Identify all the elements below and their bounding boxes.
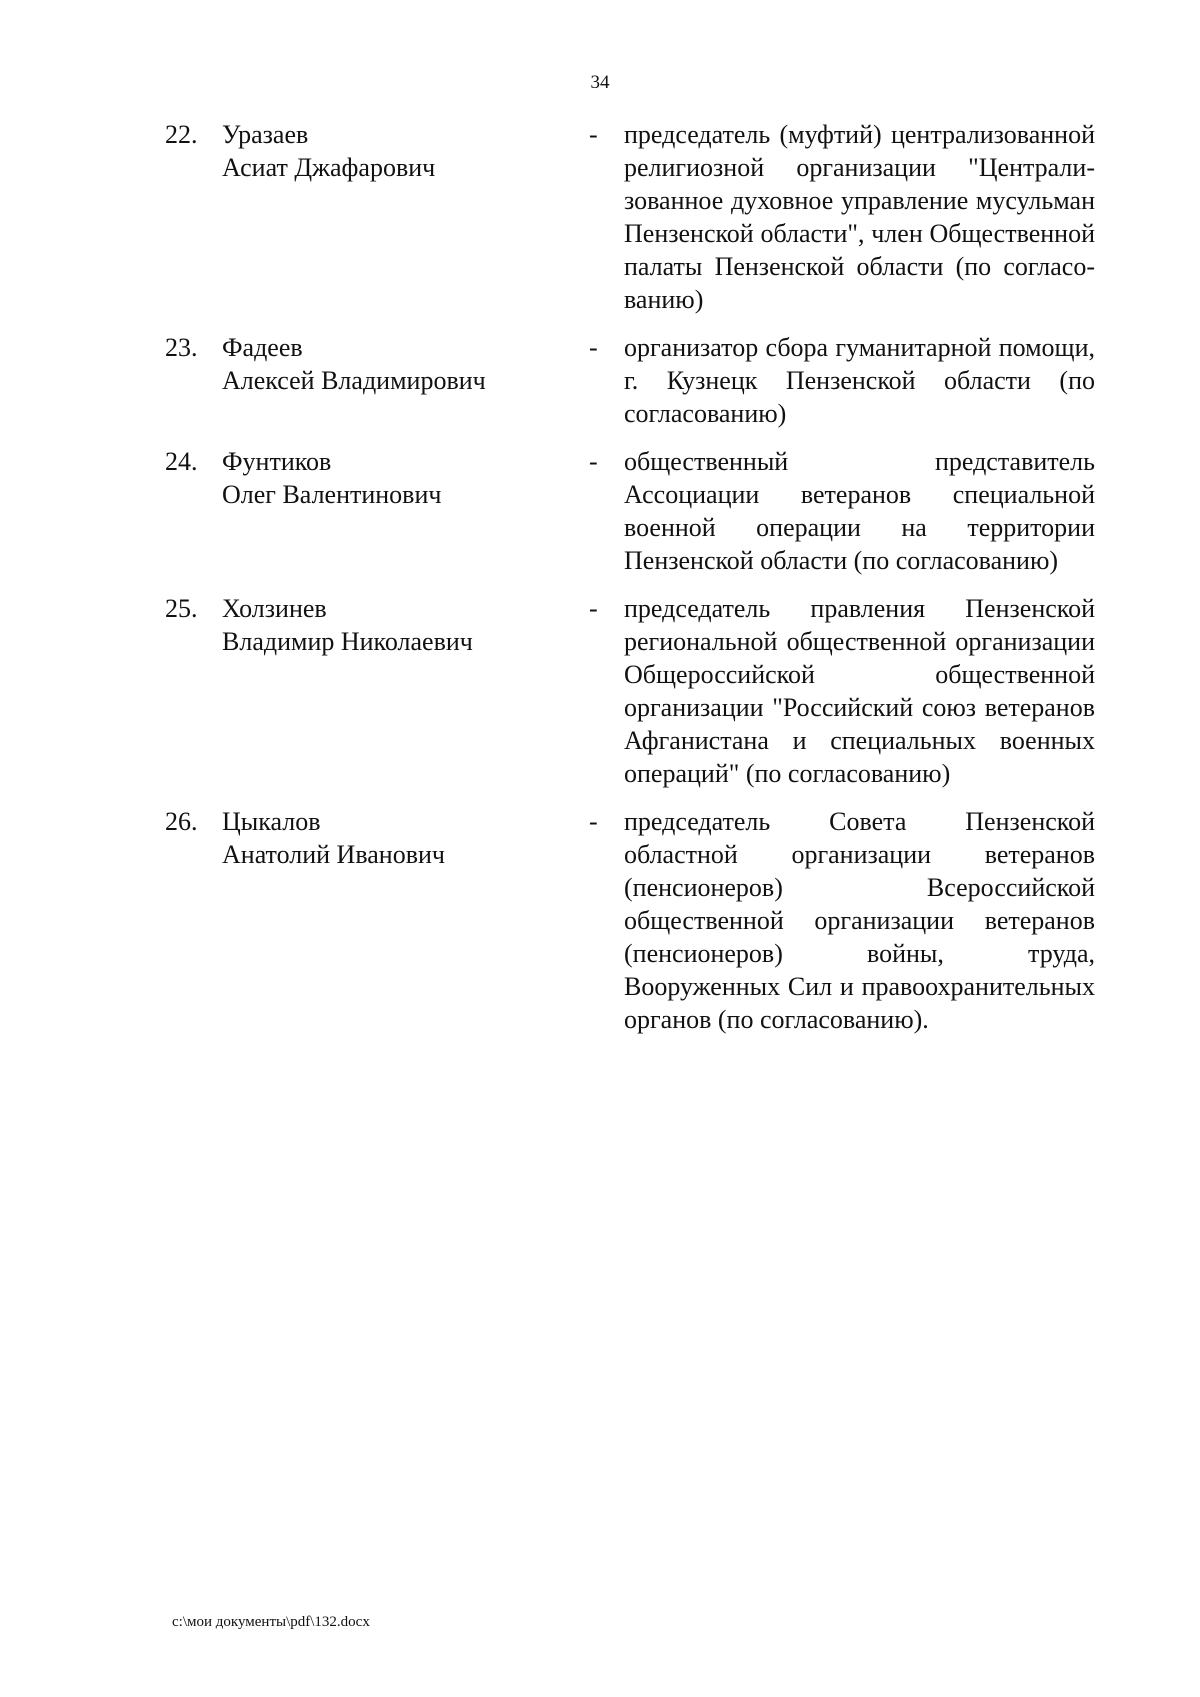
person-given-names: Асиат Джафарович [222,153,436,182]
entry-number: 23. [165,333,198,362]
person-position: организатор сбора гуманитарной помощи, г. Кузнецк Пензенской области (по согласованию) [624,333,1095,428]
person-position: председатель правления Пензенской региональной общественной организации Общероссийской общественной организации "Российский союз ветеранов Афганистана и специальных военных операций" (по согласованию) [624,594,1095,788]
person-given-names: Олег Валентинович [222,480,442,509]
person-position: общественный представитель Ассоциации ветеранов специальной военной операции на территории Пензенской области (по согласованию) [624,447,1095,575]
person-name [222,445,587,577]
person-position: председатель Совета Пензенской областной организации ветеранов (пенсионеров) Всероссийской общественной организации ветеранов (пенсионеров) войны, труда, Вооруженных Сил и правоохранительных органов (по согласованию). [624,807,1095,1034]
person-name [222,592,587,790]
person-surname: Уразаев [222,120,309,149]
list-item [165,118,1155,316]
entry-dash: - [589,120,598,149]
document-file-path: c:\мои документы\pdf\132.docx [172,1614,370,1630]
entry-number: 26. [165,807,198,836]
person-name [222,118,587,316]
person-surname: Холзинев [222,594,327,623]
person-surname: Цыкалов [222,807,321,836]
list-item [165,445,1155,577]
list-item [165,592,1155,790]
member-list [165,118,1155,1051]
person-given-names: Анатолий Иванович [222,840,445,869]
person-surname: Фунтиков [222,447,332,476]
person-given-names: Алексей Владимирович [222,366,486,395]
entry-number: 22. [165,120,198,149]
entry-dash: - [589,447,598,476]
person-surname: Фадеев [222,333,303,362]
list-item [165,331,1155,430]
entry-dash: - [589,807,598,836]
entry-dash: - [589,594,598,623]
list-item [165,805,1155,1036]
entry-dash: - [589,333,598,362]
page-number: 34 [590,72,610,93]
person-name [222,805,587,1036]
person-name [222,331,587,430]
person-given-names: Владимир Николаевич [222,627,473,656]
person-position: председатель (муфтий) централизованной религиозной организации "Централизованное духовное управление мусульман Пензенской области", член Общественной палаты Пензенской области (по согласованию) [624,120,1095,314]
entry-number: 25. [165,594,198,623]
entry-number: 24. [165,447,198,476]
